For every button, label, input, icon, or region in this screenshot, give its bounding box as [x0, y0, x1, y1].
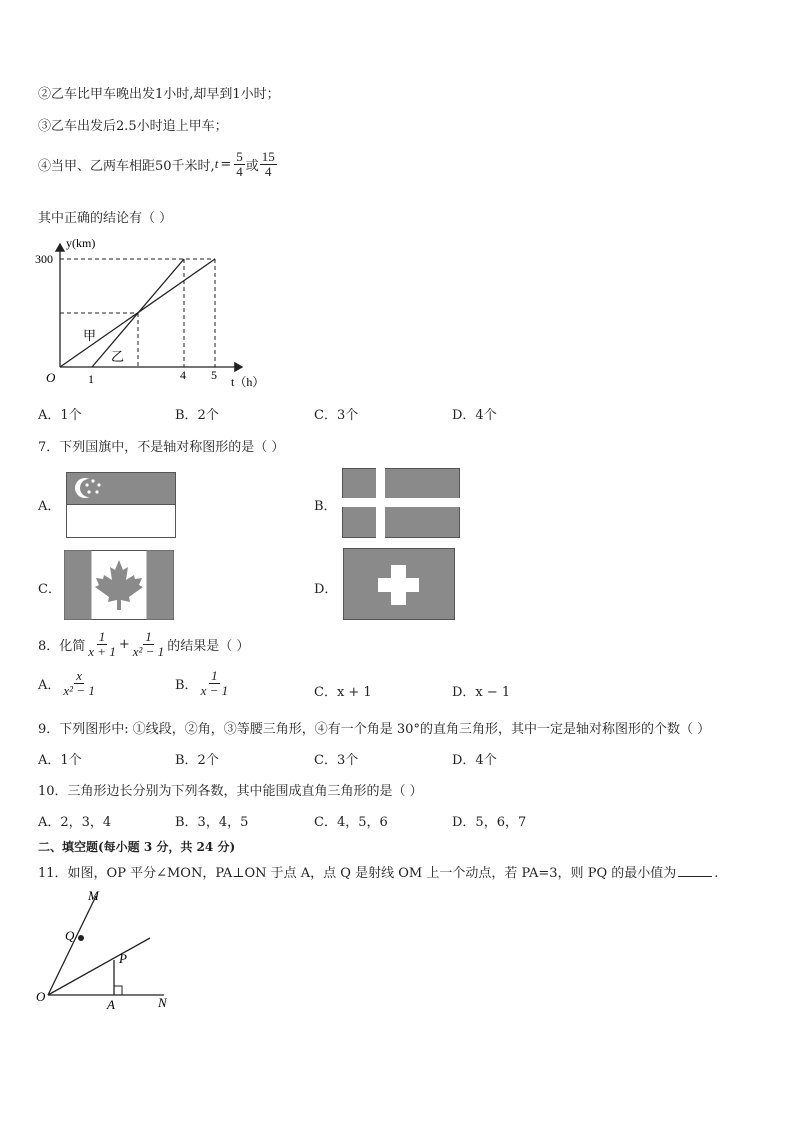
q8-suffix: 的结果是（ ）: [167, 638, 250, 654]
q8-option-d[interactable]: D．x − 1: [452, 685, 511, 700]
q8-prefix: 8．化简: [38, 638, 86, 654]
q6-origin: O: [46, 370, 56, 385]
q10-option-b[interactable]: B．3，4，5: [175, 815, 249, 830]
q6-fraction-2: [260, 150, 277, 178]
q6-fraction-1-num: 5: [236, 149, 243, 164]
q6-fraction-1: [234, 150, 245, 178]
q11-answer-blank[interactable]: [678, 876, 712, 877]
q6-fraction-1-den: 4: [236, 163, 243, 179]
q10-option-c[interactable]: C．4，5，6: [314, 815, 388, 830]
q9-option-b[interactable]: B．2个: [175, 753, 219, 768]
q7-flag-c-canada[interactable]: [64, 550, 174, 620]
q10-option-d[interactable]: D．5，6，7: [452, 815, 527, 830]
q6-statement-3: ③乙车出发后2.5小时追上甲车；: [38, 119, 228, 134]
q8-option-b[interactable]: [175, 669, 231, 697]
q6-option-c[interactable]: C．3个: [314, 408, 359, 423]
q6-option-a[interactable]: A．1个: [38, 408, 82, 423]
q10-option-a[interactable]: A．2，3，4: [38, 815, 112, 830]
q6-statement-4-prefix: ④当甲、乙两车相距50千米时,: [38, 158, 215, 174]
q6-statement-4: [38, 150, 278, 178]
q8-question: [38, 630, 249, 658]
q11-ray-op: [48, 938, 150, 995]
q9-option-d[interactable]: D．4个: [452, 753, 497, 768]
q9-question: 9．下列图形中: ①线段，②角，③等腰三角形，④有一个角是 30°的直角三角形，其中一定是轴对称图形的个数（ ）: [38, 722, 711, 737]
q8-option-a-label: A．: [38, 677, 61, 693]
q8-plus: +: [118, 636, 130, 652]
q8-fraction-2: [131, 630, 166, 658]
q11-label-p: P: [119, 951, 127, 966]
q6-option-d[interactable]: D．4个: [452, 408, 497, 423]
q8-fraction-2-num: 1: [145, 629, 152, 644]
q6-label-yi: 乙: [111, 350, 125, 365]
q11-label-n: N: [158, 995, 167, 1010]
q10-question: 10．三角形边长分别为下列各数，其中能围成直角三角形的是（ ）: [38, 784, 423, 799]
q6-tick-5: 5: [211, 368, 217, 382]
q8-option-a-fraction: [61, 669, 96, 697]
q8-option-a[interactable]: [38, 669, 98, 697]
q11-label-m: M: [88, 888, 99, 903]
q11-point-q: [78, 935, 84, 941]
q6-statement-2: ②乙车比甲车晚出发1小时,却早到1小时；: [38, 87, 280, 102]
q11-right-angle-mark: [114, 986, 122, 995]
q7-label-d[interactable]: D．: [314, 582, 338, 597]
q6-or: 或: [245, 158, 259, 174]
q7-label-a[interactable]: A．: [38, 499, 61, 514]
q6-fraction-2-den: 4: [264, 163, 272, 179]
q6-tick-300: 300: [35, 252, 53, 266]
q11-ray-om: [48, 896, 96, 995]
q8-option-b-num: 1: [211, 668, 218, 683]
q6-ylabel: y(km): [66, 236, 96, 250]
q8-option-c[interactable]: C．x + 1: [314, 685, 372, 700]
q11-question-text: 11．如图，OP 平分∠MON，PA⊥ON 于点 A，点 Q 是射线 OM 上一个动点，若 PA=3，则 PQ 的最小值为: [38, 866, 677, 881]
q7-label-c[interactable]: C．: [38, 582, 61, 597]
q6-option-b[interactable]: B．2个: [175, 408, 219, 423]
q8-option-a-num: x: [76, 668, 82, 683]
q8-fraction-1-num: 1: [98, 629, 106, 644]
q6-xlabel: t（h）: [231, 375, 265, 389]
q11-angle-figure: [30, 882, 190, 1012]
q6-label-jia: 甲: [83, 329, 97, 344]
q8-option-b-den: x − 1: [200, 682, 229, 698]
q6-variable-t: t: [214, 156, 219, 172]
q11-question: [38, 862, 718, 881]
q11-end: .: [714, 866, 719, 881]
q7-flag-b-denmark[interactable]: [342, 468, 460, 538]
q6-equals: =: [220, 156, 232, 172]
q7-question: 7．下列国旗中，不是轴对称图形的是（ ）: [38, 440, 285, 455]
q11-label-o: O: [36, 989, 46, 1004]
q8-option-a-den: x² − 1: [63, 682, 95, 698]
q6-distance-time-graph: [30, 230, 270, 395]
q8-fraction-2-den: x² − 1: [132, 643, 165, 659]
q9-option-c[interactable]: C．3个: [314, 753, 359, 768]
q11-label-a: A: [107, 997, 115, 1012]
q6-tick-1: 1: [88, 372, 94, 386]
q7-flag-a-singapore[interactable]: [66, 472, 176, 538]
q6-tick-4: 4: [180, 368, 186, 382]
section-2-title: 二、填空题(每小题 3 分，共 24 分): [38, 840, 236, 854]
q7-flag-d-switzerland[interactable]: [343, 548, 455, 620]
q8-option-b-fraction: [199, 669, 231, 697]
q6-question: 其中正确的结论有（ ）: [38, 211, 173, 226]
q8-fraction-1: [86, 630, 118, 658]
q6-fraction-2-num: 15: [261, 149, 275, 164]
q11-label-q: Q: [65, 928, 75, 943]
q8-option-b-label: B．: [175, 677, 198, 693]
q8-fraction-1-den: x + 1: [88, 643, 116, 659]
q9-option-a[interactable]: A．1个: [38, 753, 82, 768]
q7-label-b[interactable]: B．: [314, 499, 337, 514]
